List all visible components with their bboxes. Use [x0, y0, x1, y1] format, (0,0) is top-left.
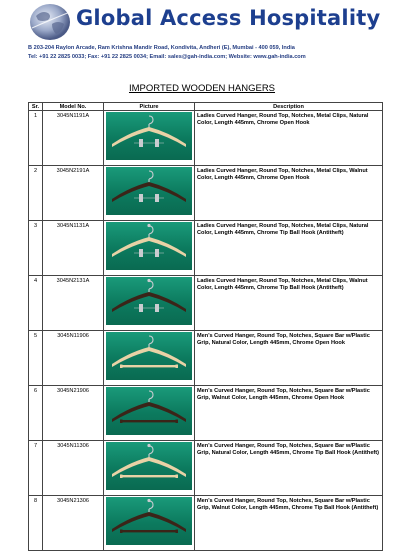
table-row — [29, 441, 383, 496]
table-row — [29, 331, 383, 386]
hanger-photo — [106, 222, 192, 270]
row-model-number: 3045N2131A — [43, 276, 104, 331]
table-header-row — [29, 103, 383, 111]
address-line: B 203-204 Raylon Arcade, Ram Krishna Mandir Road, Kondivita, Andheri (E), Mumbai - 400 059, India — [28, 45, 295, 51]
row-description: Ladies Curved Hanger, Round Top, Notches, Metal Clips, Walnut Color, Length 445mm, Chrome Open Hook — [195, 166, 383, 221]
hanger-icon — [106, 332, 192, 380]
row-description: Men's Curved Hanger, Round Top, Notches, Square Bar w/Plastic Grip, Walnut Color, Length 445mm, Chrome Tip Ball Hook (Antitheft) — [195, 496, 383, 551]
table-row — [29, 111, 383, 166]
column-header-picture: Picture — [104, 103, 195, 111]
column-header-description: Description — [195, 103, 383, 111]
row-sr-number: 8 — [29, 496, 43, 551]
column-header-sr: Sr. — [29, 103, 43, 111]
hanger-photo — [106, 167, 192, 215]
company-address — [28, 44, 306, 62]
row-model-number: 3045N1131A — [43, 221, 104, 276]
hanger-icon — [106, 442, 192, 490]
row-sr-number: 4 — [29, 276, 43, 331]
hanger-photo — [106, 332, 192, 380]
row-description: Ladies Curved Hanger, Round Top, Notches, Metal Clips, Natural Color, Length 445mm, Chrome Tip Ball Hook (Antitheft) — [195, 221, 383, 276]
table-row — [29, 221, 383, 276]
hanger-icon — [106, 222, 192, 270]
table-row — [29, 386, 383, 441]
row-picture-cell — [104, 276, 195, 331]
hanger-icon — [106, 497, 192, 545]
row-description: Men's Curved Hanger, Round Top, Notches, Square Bar w/Plastic Grip, Natural Color, Length 445mm, Chrome Open Hook — [195, 331, 383, 386]
row-picture-cell — [104, 496, 195, 551]
row-description: Men's Curved Hanger, Round Top, Notches, Square Bar w/Plastic Grip, Natural Color, Length 445mm, Chrome Tip Ball Hook (Antitheft) — [195, 441, 383, 496]
hanger-icon — [106, 277, 192, 325]
hanger-photo — [106, 442, 192, 490]
table-row — [29, 166, 383, 221]
row-model-number: 3045N1191A — [43, 111, 104, 166]
hanger-photo — [106, 387, 192, 435]
row-picture-cell — [104, 166, 195, 221]
contact-line: Tel: +91 22 2825 0033; Fax: +91 22 2825 0034; Email: sales@gah-india.com; Website: www.gah-india.com — [28, 54, 306, 60]
table-row — [29, 276, 383, 331]
row-sr-number: 5 — [29, 331, 43, 386]
row-sr-number: 3 — [29, 221, 43, 276]
row-description: Men's Curved Hanger, Round Top, Notches, Square Bar w/Plastic Grip, Walnut Color, Length 445mm, Chrome Open Hook — [195, 386, 383, 441]
row-model-number: 3045N11906 — [43, 331, 104, 386]
table-row — [29, 496, 383, 551]
row-model-number: 3045N11306 — [43, 441, 104, 496]
row-picture-cell — [104, 386, 195, 441]
row-model-number: 3045N21906 — [43, 386, 104, 441]
row-picture-cell — [104, 111, 195, 166]
row-description: Ladies Curved Hanger, Round Top, Notches, Metal Clips, Natural Color, Length 445mm, Chrome Open Hook — [195, 111, 383, 166]
row-picture-cell — [104, 331, 195, 386]
company-name: Global Access Hospitality — [76, 6, 381, 30]
row-sr-number: 7 — [29, 441, 43, 496]
row-picture-cell — [104, 221, 195, 276]
hanger-icon — [106, 112, 192, 160]
row-model-number: 3045N2191A — [43, 166, 104, 221]
hanger-icon — [106, 387, 192, 435]
column-header-model: Model No. — [43, 103, 104, 111]
hanger-photo — [106, 497, 192, 545]
hanger-photo — [106, 112, 192, 160]
document-title: IMPORTED WOODEN HANGERS — [128, 83, 276, 94]
product-table — [28, 102, 383, 551]
row-picture-cell — [104, 441, 195, 496]
letterhead — [28, 2, 380, 42]
row-sr-number: 2 — [29, 166, 43, 221]
row-sr-number: 6 — [29, 386, 43, 441]
row-description: Ladies Curved Hanger, Round Top, Notches, Metal Clips, Walnut Color, Length 445mm, Chrome Tip Ball Hook (Antitheft) — [195, 276, 383, 331]
globe-logo-icon — [28, 2, 72, 42]
row-sr-number: 1 — [29, 111, 43, 166]
row-model-number: 3045N21306 — [43, 496, 104, 551]
hanger-photo — [106, 277, 192, 325]
hanger-icon — [106, 167, 192, 215]
